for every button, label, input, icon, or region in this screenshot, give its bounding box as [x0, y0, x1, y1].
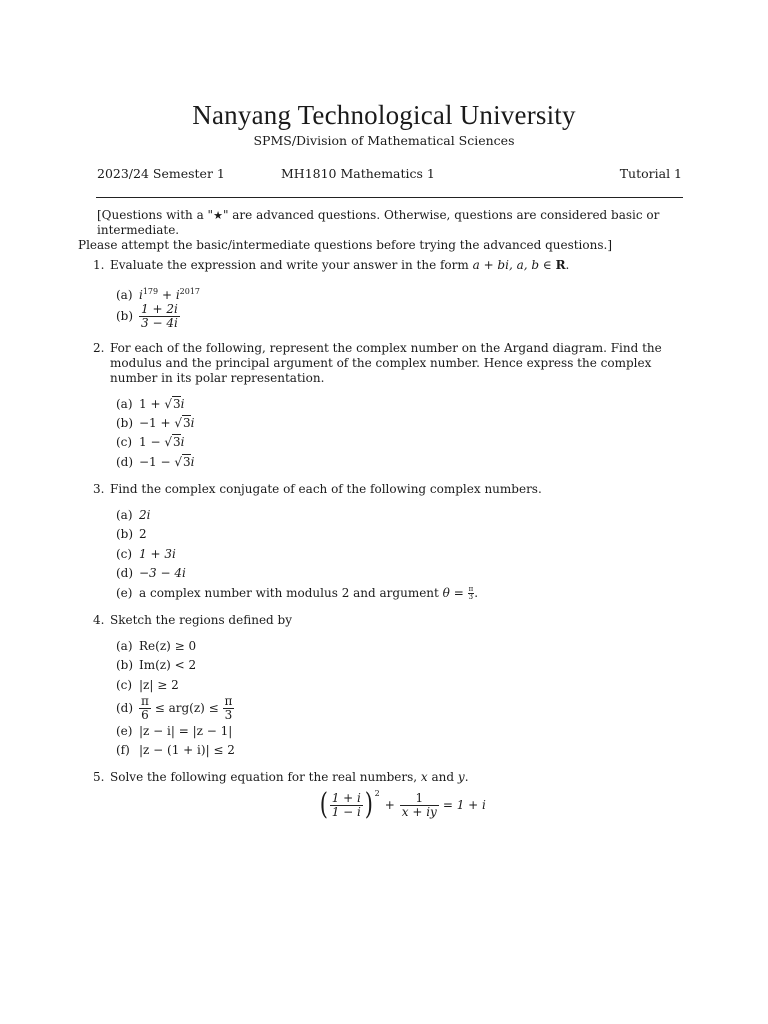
- theta-symbol: θ =: [442, 586, 468, 600]
- fraction-numerator: π: [468, 585, 474, 593]
- question-text: Evaluate the expression and write your answer in the form: [110, 258, 473, 272]
- fraction: [139, 303, 180, 330]
- q2-part-b: [116, 415, 195, 431]
- question-text: and: [427, 770, 458, 784]
- q4-part-f: [116, 742, 235, 758]
- part-label: (d): [116, 566, 134, 580]
- tutorial-label: Tutorial 1: [619, 166, 682, 181]
- expr-text: −3 − 4i: [139, 566, 186, 580]
- part-label: (a): [116, 508, 133, 522]
- q3-part-a: [116, 507, 150, 523]
- division-subtitle: SPMS/Division of Mathematical Sciences: [253, 133, 515, 148]
- question-5: [93, 770, 683, 785]
- part-label: (c): [116, 547, 133, 561]
- question-text: Find the complex conjugate of each of the following complex numbers.: [110, 482, 542, 496]
- part-label: (b): [116, 527, 134, 541]
- expr-text: 2i: [139, 508, 151, 522]
- expr-text: Im(z) < 2: [139, 658, 197, 672]
- expr-text: 1 −: [139, 435, 165, 449]
- expr-exponent: 179: [142, 287, 159, 296]
- fraction: [400, 792, 439, 819]
- fraction: [223, 695, 235, 722]
- expr-text: −1 −: [139, 455, 175, 469]
- header-divider: [96, 197, 683, 198]
- fraction-numerator: 1 + i: [331, 790, 361, 805]
- radicand: 3: [172, 397, 181, 411]
- fraction-denominator: 3: [468, 593, 474, 601]
- q2-part-a: [116, 396, 184, 412]
- q3-part-b: [116, 526, 147, 542]
- part-label: (f): [116, 743, 130, 757]
- expr-exponent: 2: [374, 788, 380, 798]
- note-line2: Please attempt the basic/intermediate questions before trying the advanced questions.]: [78, 238, 612, 252]
- question-number: 5.: [93, 770, 105, 784]
- question-2: [93, 341, 683, 386]
- right-paren: ): [364, 787, 373, 822]
- expr-exponent: 2017: [179, 287, 201, 296]
- expr-text: i: [180, 397, 185, 411]
- fraction-denominator: x + iy: [401, 804, 437, 819]
- equation-rhs: = 1 + i: [442, 798, 486, 812]
- fraction: [139, 695, 151, 722]
- q4-part-b: [116, 657, 196, 673]
- fraction: [330, 792, 363, 819]
- question-text-end: .: [464, 770, 469, 784]
- expr-text: 2: [139, 527, 147, 541]
- expr-text: 1 +: [139, 397, 165, 411]
- expr-base: i: [139, 288, 143, 302]
- fraction-denominator: 3 − 4i: [141, 316, 178, 330]
- fraction-denominator: 6: [141, 708, 149, 722]
- q4-part-e: [116, 723, 232, 739]
- question-number: 4.: [93, 613, 105, 627]
- part-label: (a): [116, 288, 133, 302]
- fraction-numerator: 1: [400, 792, 439, 806]
- q5-equation: [318, 787, 486, 822]
- fraction-numerator: π: [141, 694, 149, 708]
- part-label: (b): [116, 416, 134, 430]
- q3-part-c: [116, 546, 176, 562]
- question-text: Solve the following equation for the real numbers,: [110, 770, 421, 784]
- fraction-numerator: π: [224, 694, 233, 708]
- variable-x: x: [420, 770, 428, 784]
- question-text-end: .: [565, 258, 570, 272]
- q2-part-c: [116, 434, 184, 450]
- left-paren: (: [319, 787, 328, 822]
- question-1: [93, 258, 683, 273]
- course-label: MH1810 Mathematics 1: [281, 166, 435, 181]
- expr-text: |z − (1 + i)| ≤ 2: [139, 743, 235, 757]
- q4-part-c: [116, 677, 179, 693]
- sqrt-symbol: √3: [164, 397, 181, 411]
- question-form: a + bi, a, b ∈: [472, 258, 556, 272]
- part-label: (d): [116, 701, 134, 715]
- note-line1-post: " are advanced questions. Otherwise, questions are considered basic or intermediate.: [97, 208, 660, 237]
- expr-text: i: [190, 416, 195, 430]
- part-label: (e): [116, 724, 133, 738]
- expr-text: ≤ arg(z) ≤: [150, 701, 223, 715]
- q3-part-d: [116, 565, 186, 581]
- sqrt-symbol: √3: [164, 435, 181, 449]
- expr-operator: +: [158, 288, 176, 302]
- q1-part-b: [116, 303, 180, 330]
- question-3: [93, 482, 683, 497]
- reals-symbol: R: [555, 258, 566, 272]
- question-number: 3.: [93, 482, 105, 496]
- semester-label: 2023/24 Semester 1: [97, 166, 225, 181]
- expr-text: 1 + 3i: [139, 547, 176, 561]
- plus-sign: +: [384, 798, 395, 812]
- q3-part-e: [116, 585, 478, 601]
- instructions-note: [78, 208, 682, 253]
- radicand: 3: [183, 455, 191, 469]
- expr-text: a complex number with modulus 2 and argument: [139, 586, 443, 600]
- sqrt-symbol: √3: [174, 416, 191, 430]
- expr-text: −1 +: [139, 416, 175, 430]
- part-label: (b): [116, 309, 134, 323]
- fraction-denominator: 1 − i: [331, 804, 361, 819]
- part-label: (b): [116, 658, 134, 672]
- question-number: 2.: [93, 341, 105, 355]
- question-4: [93, 613, 683, 628]
- fraction-denominator: 3: [224, 708, 233, 722]
- question-text: For each of the following, represent the complex number on the Argand diagram. Find the modulus and the principal argument of the complex number. Hence express the complex number in its polar representation.: [110, 341, 662, 385]
- expr-base: i: [175, 288, 180, 302]
- expr-text: i: [180, 435, 185, 449]
- q4-part-a: [116, 638, 196, 654]
- note-line1-pre: [Questions with a ": [97, 208, 214, 222]
- part-label: (a): [116, 397, 133, 411]
- university-title: Nanyang Technological University: [192, 100, 576, 130]
- question-text: Sketch the regions defined by: [110, 613, 293, 627]
- sqrt-symbol: √3: [174, 455, 191, 469]
- q4-part-d: [116, 695, 234, 722]
- part-label: (a): [116, 639, 133, 653]
- q2-part-d: [116, 454, 195, 470]
- course-info-line: [97, 166, 682, 184]
- expr-text: |z − i| = |z − 1|: [139, 724, 233, 738]
- expr-text: i: [190, 455, 195, 469]
- radicand: 3: [183, 416, 191, 430]
- part-label: (c): [116, 435, 133, 449]
- radicand: 3: [172, 435, 181, 449]
- star-icon: ★: [213, 209, 223, 222]
- part-label: (d): [116, 455, 134, 469]
- expr-text: Re(z) ≥ 0: [139, 639, 197, 653]
- expr-text: .: [474, 586, 479, 600]
- q1-part-a: [116, 284, 200, 303]
- fraction-numerator: 1 + 2i: [141, 302, 178, 316]
- variable-y: y: [457, 770, 465, 784]
- expr-text: |z| ≥ 2: [139, 678, 179, 692]
- part-label: (e): [116, 586, 133, 600]
- part-label: (c): [116, 678, 133, 692]
- question-number: 1.: [93, 258, 105, 272]
